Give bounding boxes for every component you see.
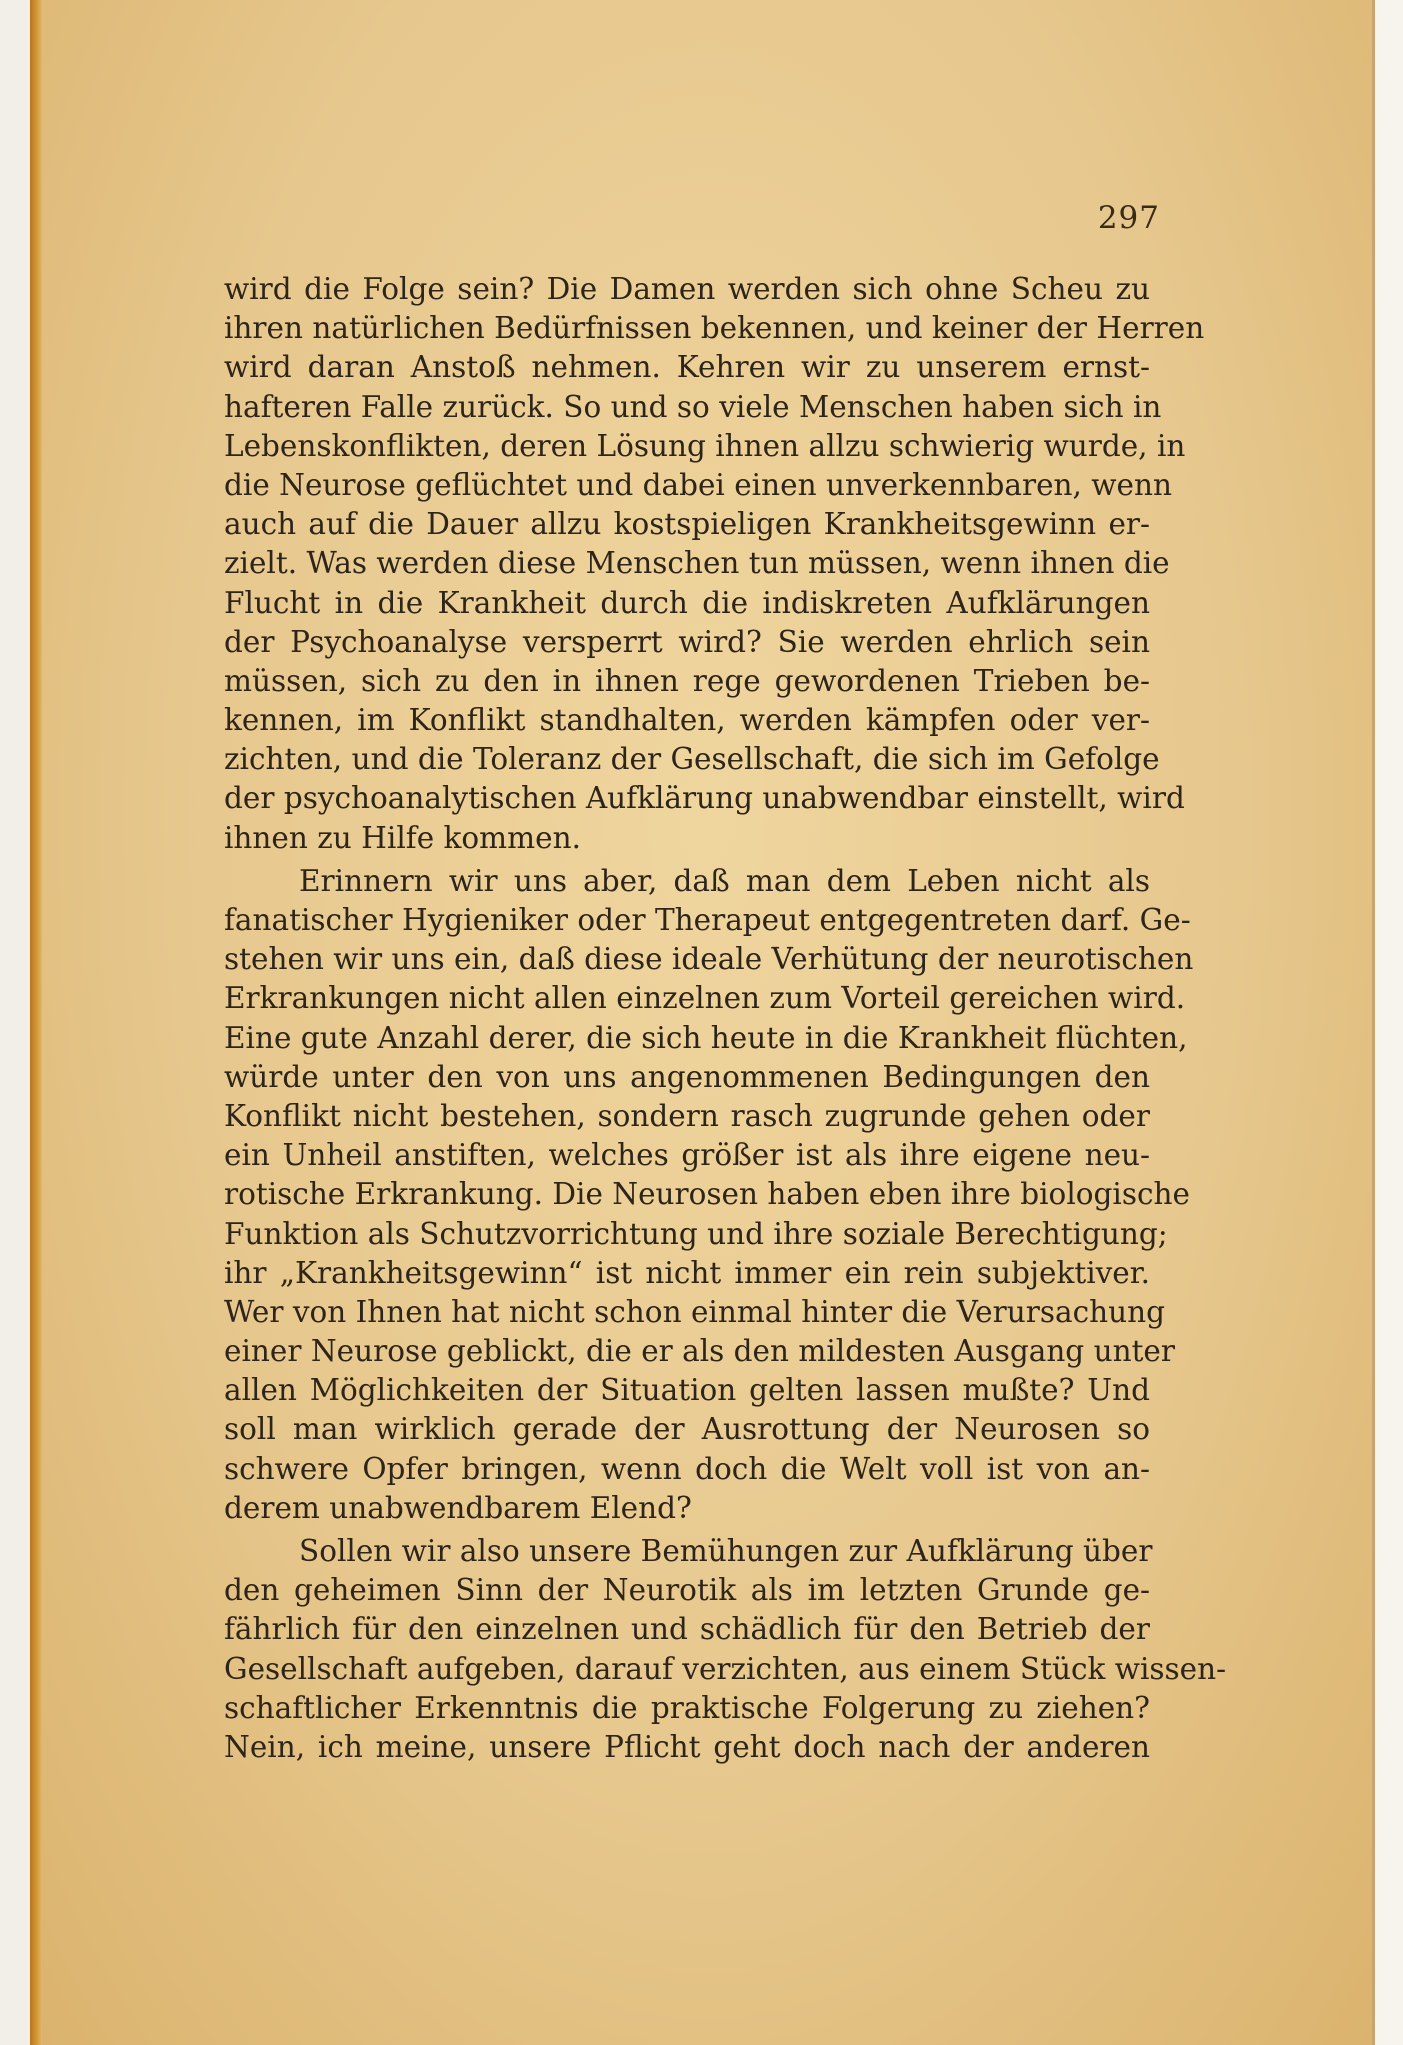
text-line: soll man wirklich gerade der Ausrottung der Neurosen so [224,1412,1150,1447]
text-line: der Psychoanalyse versperrt wird? Sie werden ehrlich sein [224,624,1150,659]
text-line: Erkrankungen nicht allen einzelnen zum Vorteil gereichen wird. [224,981,1186,1016]
text-line: einer Neurose geblickt, die er als den mildesten Ausgang unter [224,1334,1175,1369]
book-spine-edge [30,0,42,2045]
text-line: zielt. Was werden diese Menschen tun müssen, wenn ihnen die [224,546,1170,581]
text-line: wird daran Anstoß nehmen. Kehren wir zu unserem ernst- [224,350,1150,385]
text-line: Sollen wir also unsere Bemühungen zur Aufklärung über [299,1534,1153,1568]
text-line: kennen, im Konflikt standhalten, werden kämpfen oder ver- [224,703,1150,738]
scan-margin-right [1372,0,1403,2045]
text-line: Erinnern wir uns aber, daß man dem Leben nicht als [299,863,1150,898]
text-line: ihnen zu Hilfe kommen. [224,820,581,855]
text-line: wird die Folge sein? Die Damen werden sich ohne Scheu zu [224,272,1150,306]
text-line: stehen wir uns ein, daß diese ideale Verhütung der neurotischen [224,942,1194,977]
paragraph-2 [224,862,1194,1528]
page-number: 297 [1097,200,1160,236]
text-line: fanatischer Hygieniker oder Therapeut entgegentreten darf. Ge- [224,903,1191,937]
text-line: den geheimen Sinn der Neurotik als im letzten Grunde ge- [224,1573,1150,1608]
text-line: auch auf die Dauer allzu kostspieligen Krankheitsgewinn er- [224,507,1150,542]
text-line: zichten, und die Toleranz der Gesellschaft, die sich im Gefolge [224,742,1160,777]
text-line: ihren natürlichen Bedürfnissen bekennen, und keiner der Herren [224,311,1205,346]
text-line: Lebenskonflikten, deren Lösung ihnen allzu schwierig wurde, in [224,428,1186,463]
text-line: Konflikt nicht bestehen, sondern rasch zugrunde gehen oder [224,1098,1150,1133]
text-line: derem unabwendbarem Elend? [224,1490,692,1525]
text-line: Eine gute Anzahl derer, die sich heute in die Krankheit flüchten, [224,1020,1188,1055]
text-line: fährlich für den einzelnen und schädlich für den Betrieb der [224,1612,1150,1647]
text-line: Flucht in die Krankheit durch die indiskreten Aufklärungen [224,585,1150,620]
text-line: ein Unheil anstiften, welches größer ist als ihre eigene neu- [224,1138,1150,1173]
text-line: allen Möglichkeiten der Situation gelten lassen mußte? Und [224,1373,1150,1408]
text-line: Funktion als Schutzvorrichtung und ihre soziale Berechtigung; [224,1216,1168,1251]
text-line: hafteren Falle zurück. So und so viele Menschen haben sich in [224,389,1162,424]
text-line: die Neurose geflüchtet und dabei einen unverkennbaren, wenn [224,467,1173,502]
text-line: der psychoanalytischen Aufklärung unabwendbar einstellt, wird [224,781,1185,816]
body-text [224,270,1227,1767]
page-edge-line [1372,0,1375,2045]
text-line: Wer von Ihnen hat nicht schon einmal hinter die Verursachung [224,1294,1165,1329]
text-line: schaftlicher Erkenntnis die praktische Folgerung zu ziehen? [224,1690,1150,1725]
text-line: schwere Opfer bringen, wenn doch die Welt voll ist von an- [224,1451,1150,1486]
text-line: Nein, ich meine, unsere Pflicht geht doch nach der anderen [224,1729,1150,1764]
text-line: rotische Erkrankung. Die Neurosen haben eben ihre biologische [224,1177,1190,1212]
text-line: Gesellschaft aufgeben, darauf verzichten, aus einem Stück wissen- [224,1651,1227,1686]
paragraph-1 [224,270,1205,858]
text-line: ihr „Krankheitsgewinn“ ist nicht immer ein rein subjektiver. [224,1255,1150,1290]
paragraph-3 [224,1532,1227,1767]
text-line: müssen, sich zu den in ihnen rege gewordenen Trieben be- [224,663,1150,698]
scan-margin-left [0,0,30,2045]
text-line: würde unter den von uns angenommenen Bedingungen den [224,1059,1150,1094]
